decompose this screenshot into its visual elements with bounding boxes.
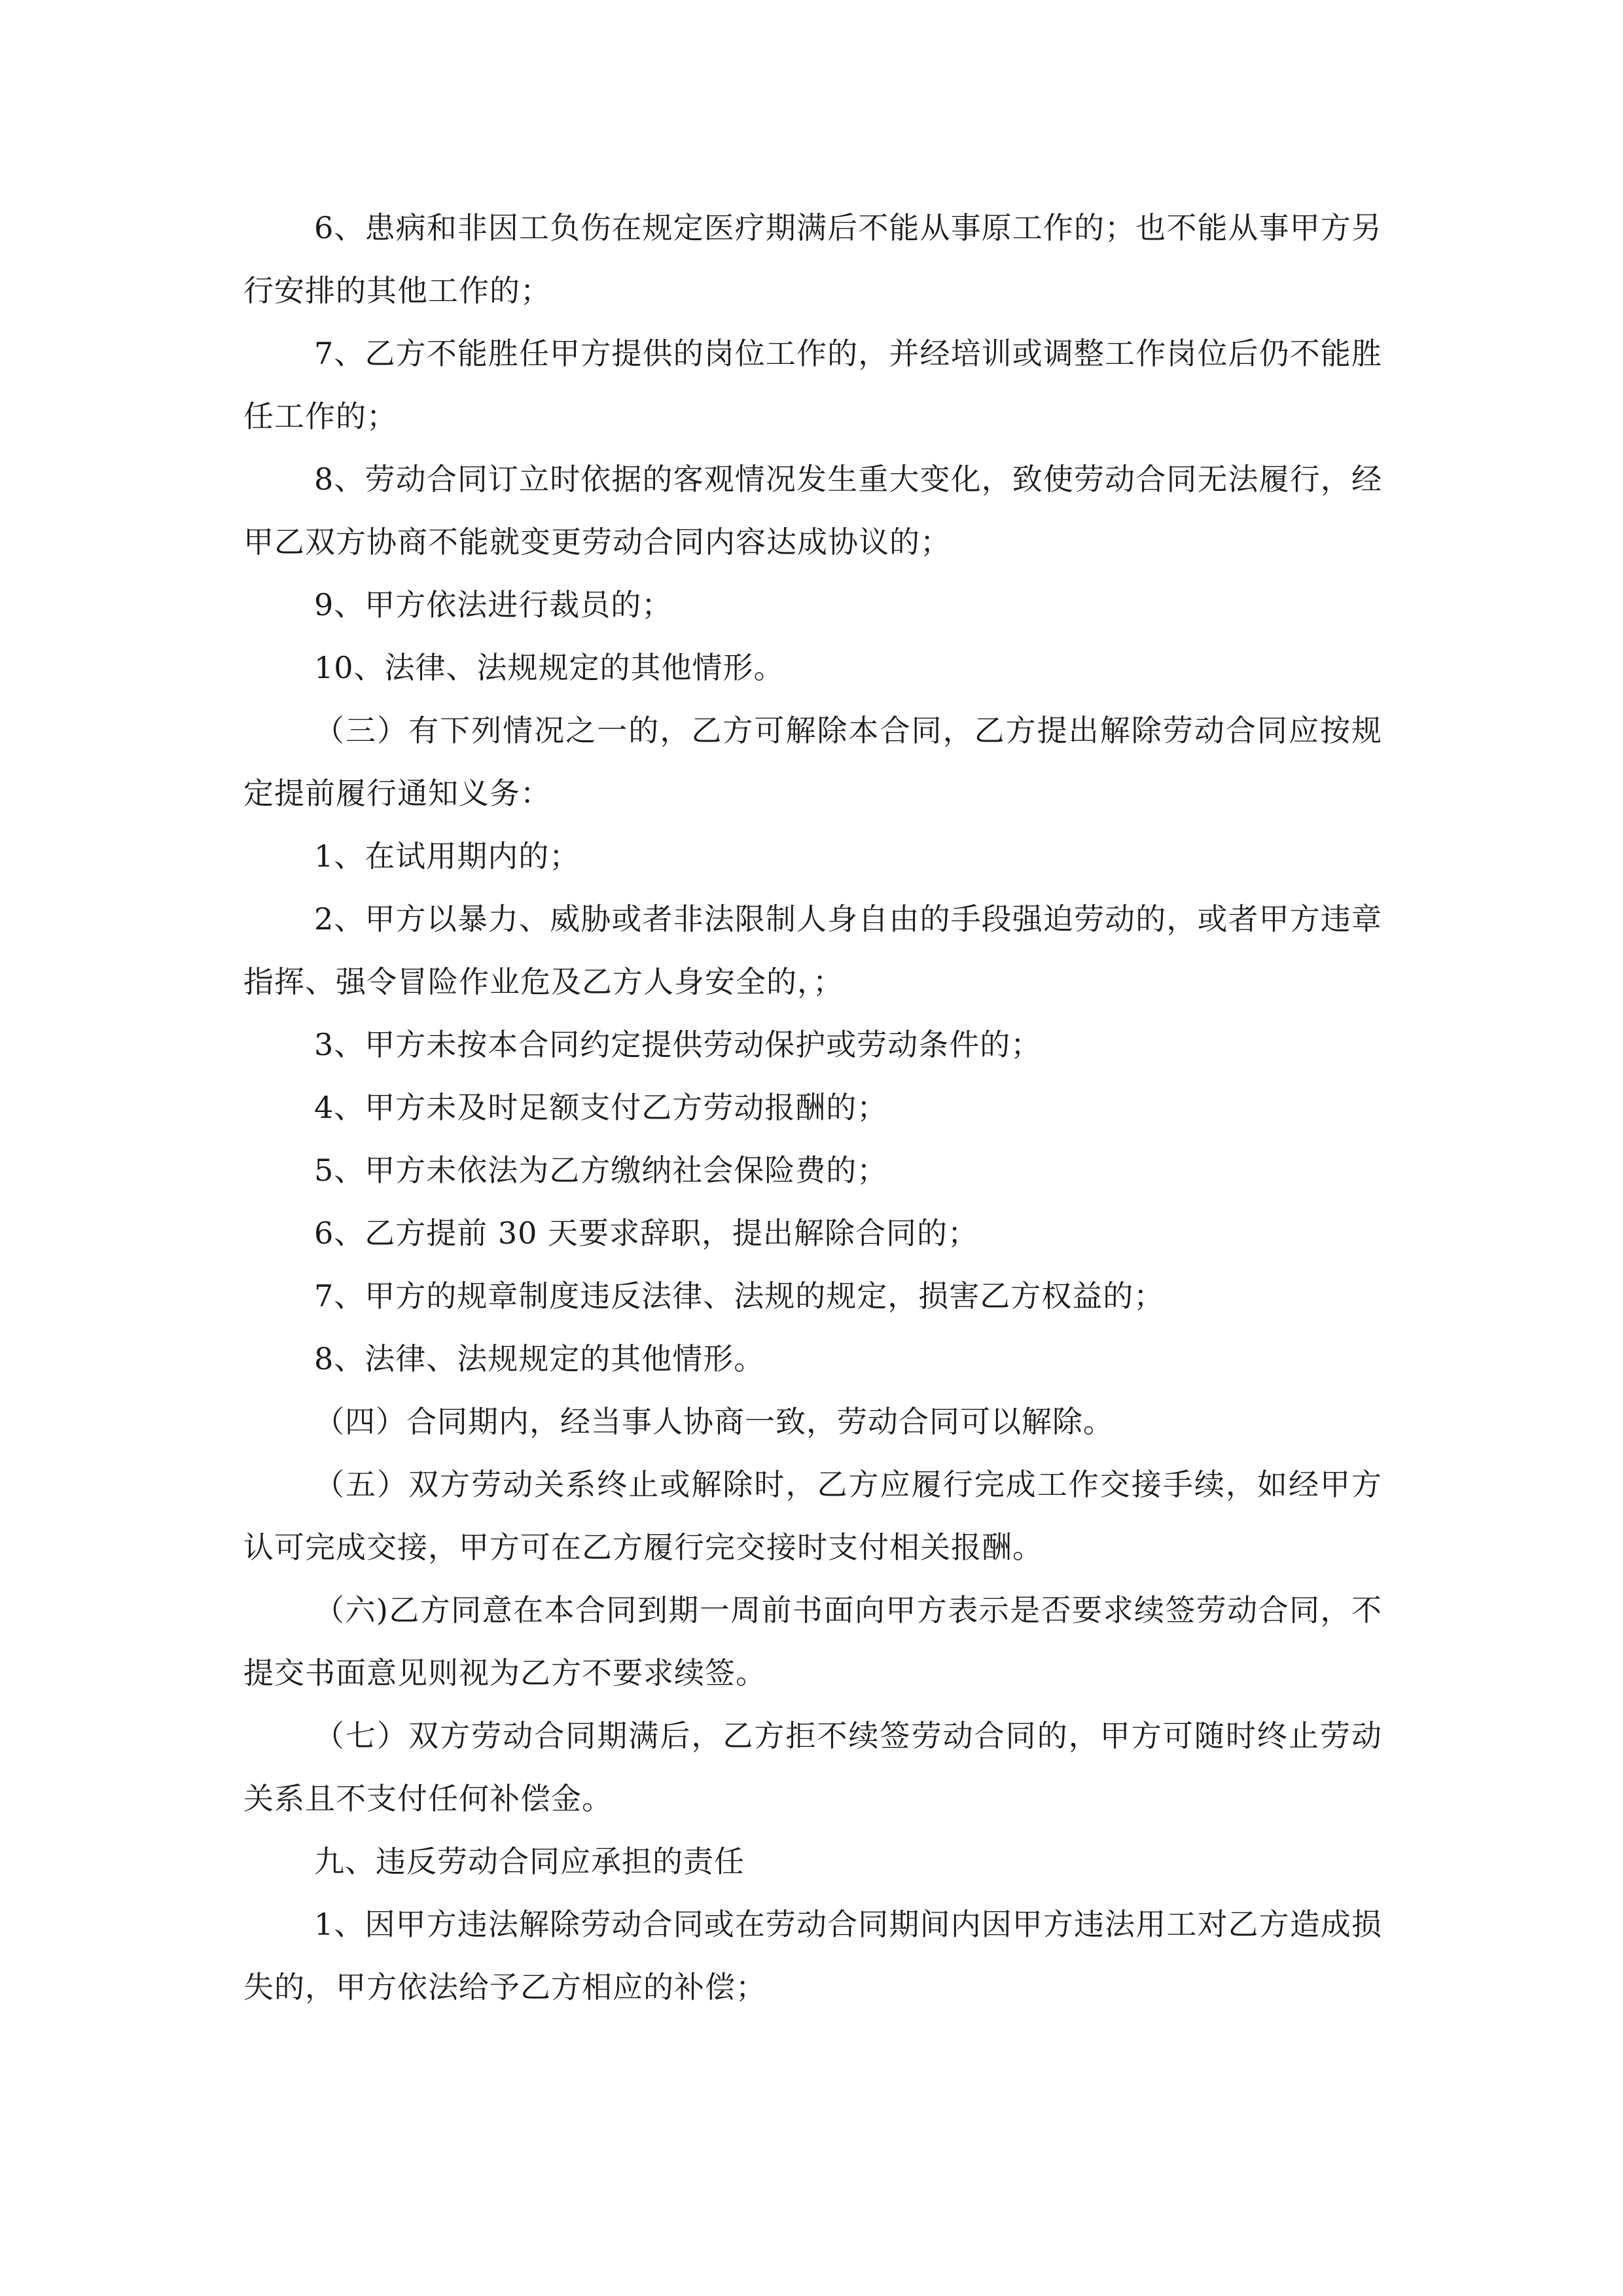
paragraph-section-3-heading: （三）有下列情况之一的，乙方可解除本合同，乙方提出解除劳动合同应按规定提前履行通知义务： xyxy=(243,713,1382,811)
paragraph-item-7-incompetence: 7、乙方不能胜任甲方提供的岗位工作的，并经培训或调整工作岗位后仍不能胜任工作的； xyxy=(243,336,1382,434)
paragraph-section-6: （六)乙方同意在本合同到期一周前书面向甲方表示是否要求续签劳动合同，不提交书面意见则视为乙方不要求续签。 xyxy=(243,1592,1382,1691)
paragraph-s3-item-4: 4、甲方未及时足额支付乙方劳动报酬的； xyxy=(314,1090,888,1125)
paragraph-section-7: （七）双方劳动合同期满后，乙方拒不续签劳动合同的，甲方可随时终止劳动关系且不支付任何补偿金。 xyxy=(243,1718,1382,1816)
paragraph-item-6-illness: 6、患病和非因工负伤在规定医疗期满后不能从事原工作的；也不能从事甲方另行安排的其他工作的； xyxy=(243,210,1382,308)
paragraph-s3-item-2: 2、甲方以暴力、威胁或者非法限制人身自由的手段强迫劳动的，或者甲方违章指挥、强令冒险作业危及乙方人身安全的，； xyxy=(243,901,1382,999)
paragraph-item-8-circumstance-change: 8、劳动合同订立时依据的客观情况发生重大变化，致使劳动合同无法履行，经甲乙双方协商不能就变更劳动合同内容达成协议的； xyxy=(243,461,1382,560)
paragraph-ch9-item-1: 1、因甲方违法解除劳动合同或在劳动合同期间内因甲方违法用工对乙方造成损失的，甲方依法给予乙方相应的补偿； xyxy=(243,1907,1382,2005)
paragraph-s3-item-3: 3、甲方未按本合同约定提供劳动保护或劳动条件的； xyxy=(314,1027,1042,1062)
paragraph-s3-item-6: 6、乙方提前 30 天要求辞职，提出解除合同的； xyxy=(314,1215,979,1251)
paragraph-item-9-layoff: 9、甲方依法进行裁员的； xyxy=(314,587,673,622)
paragraph-s3-item-5: 5、甲方未依法为乙方缴纳社会保险费的； xyxy=(314,1153,888,1188)
paragraph-section-4: （四）合同期内，经当事人协商一致，劳动合同可以解除。 xyxy=(314,1404,1114,1439)
paragraph-item-10-other: 10、法律、法规规定的其他情形。 xyxy=(314,650,785,685)
paragraph-section-5: （五）双方劳动关系终止或解除时，乙方应履行完成工作交接手续，如经甲方认可完成交接，甲方可在乙方履行完交接时支付相关报酬。 xyxy=(243,1467,1382,1565)
paragraph-s3-item-8: 8、法律、法规规定的其他情形。 xyxy=(314,1341,765,1376)
paragraph-chapter-9-heading: 九、违反劳动合同应承担的责任 xyxy=(314,1844,745,1879)
paragraph-s3-item-7: 7、甲方的规章制度违反法律、法规的规定，损害乙方权益的； xyxy=(314,1278,1165,1314)
document-body xyxy=(243,196,1382,2018)
paragraph-s3-item-1: 1、在试用期内的； xyxy=(314,838,580,874)
